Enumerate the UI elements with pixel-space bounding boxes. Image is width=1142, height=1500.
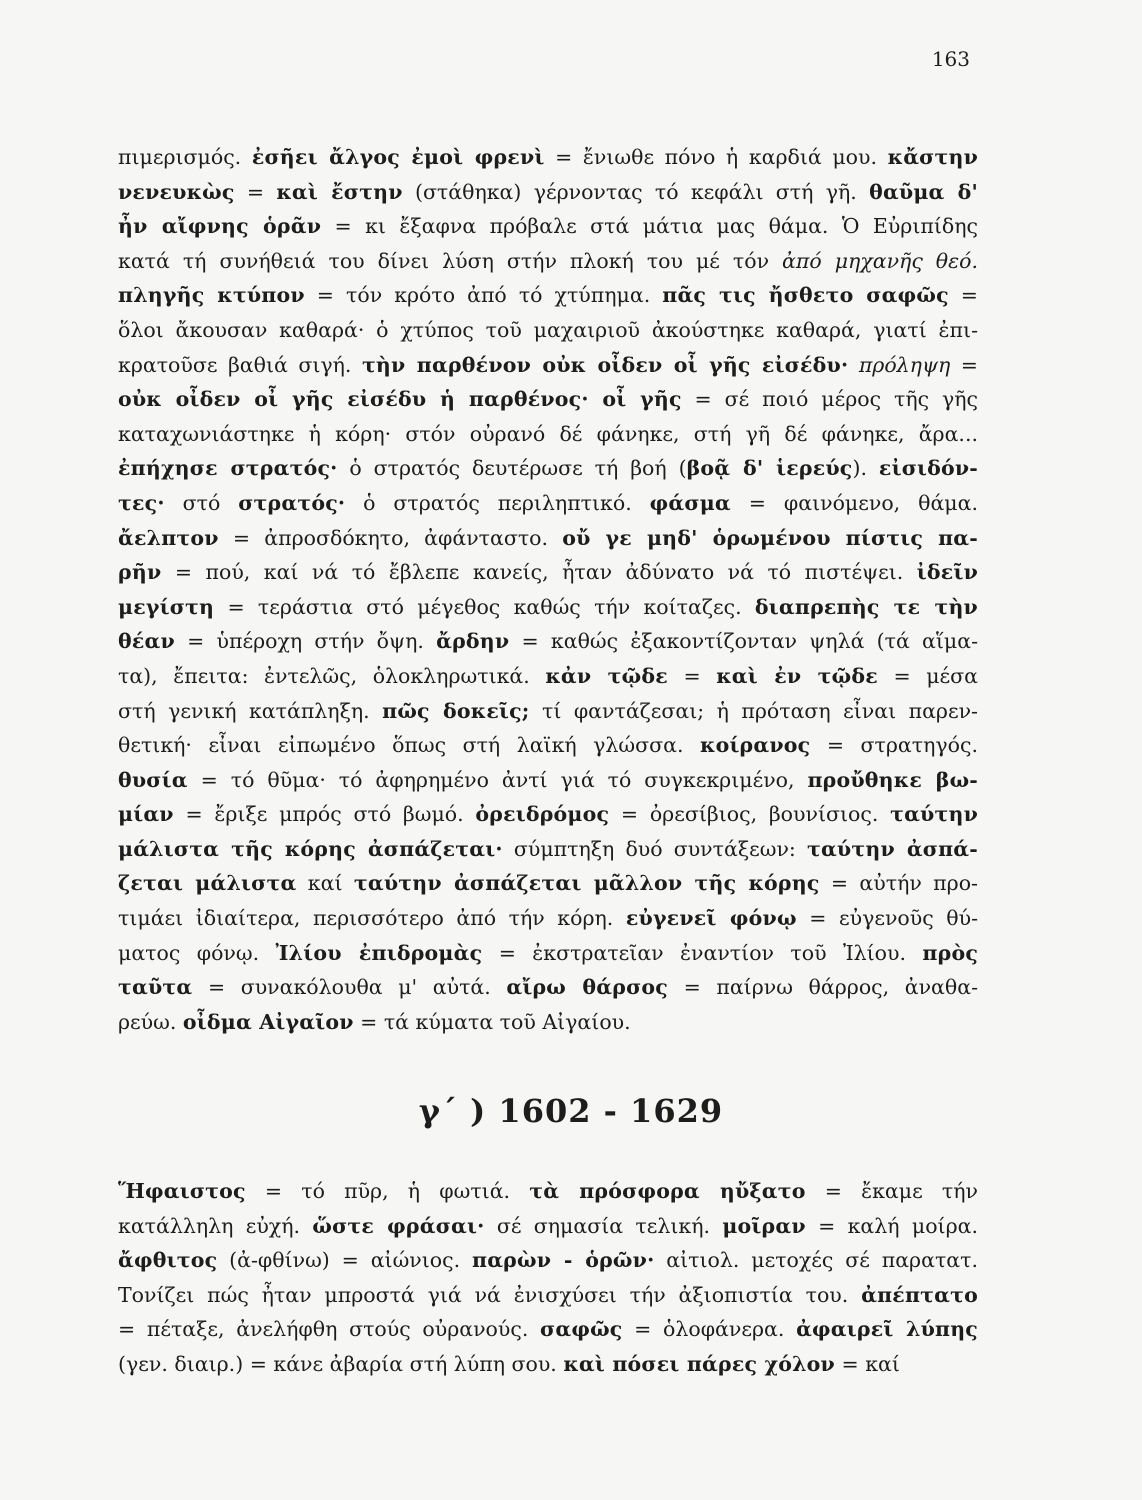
lemma-term: πληγῆς κτύπον <box>118 283 305 308</box>
gloss-text: = παίρνω θάρρος, ἀναθα- <box>668 975 979 1000</box>
gloss-text: = τά κύματα τοῦ Αἰγαίου. <box>353 1009 631 1034</box>
lemma-term: οὐκ οἶδεν οἶ γῆς εἰσέδυ ἡ παρθένος· οἶ γῆς <box>118 387 682 412</box>
lemma-term: ταύτην ἀσπά- <box>806 836 978 861</box>
lemma-term: φάσμα <box>649 490 731 515</box>
gloss-text: αἰτιολ. μετοχές σέ παρατατ. <box>654 1248 978 1273</box>
gloss-text: = συνακόλουθα μ' αὐτά. <box>192 975 507 1000</box>
lemma-term: ἀφαιρεῖ λύπης <box>796 1317 978 1342</box>
text-line <box>118 175 978 210</box>
lemma-term: ἄρδην <box>436 629 510 654</box>
lemma-term: τὴν παρθένον οὐκ οἶδεν οἶ γῆς εἰσέδυ· <box>361 352 849 377</box>
gloss-text: = ὀρεσίβιος, βουνίσιος. <box>609 802 891 827</box>
lemma-term: καὶ πόσει πάρες χόλον <box>563 1351 835 1376</box>
lemma-term: κἄστην <box>887 145 979 169</box>
text-line <box>118 970 978 1005</box>
lemma-term: ταύτην <box>890 802 978 827</box>
gloss-text: = ἔνιωθε πόνο ἡ καρδιά μου. <box>544 145 888 169</box>
lemma-term: ζεται μάλιστα <box>118 871 297 896</box>
text-line <box>118 694 978 729</box>
lemma-term: καὶ ἔστην <box>276 179 403 204</box>
gloss-text: = σέ ποιό μέρος τῆς γῆς <box>681 387 978 412</box>
text-line <box>118 624 978 659</box>
lemma-term: Ἰλίου ἐπιδρομὰς <box>275 940 483 965</box>
text-line <box>118 590 978 625</box>
lemma-term: ταῦτα <box>118 975 193 1000</box>
text-line <box>118 555 978 590</box>
lemma-term: ὥστε φράσαι· <box>312 1213 485 1238</box>
lemma-term: ἐπήχησε στρατός· <box>118 456 338 481</box>
text-line <box>118 1005 978 1040</box>
gloss-text: ματος φόνῳ. <box>118 940 276 965</box>
lemma-term: ὀρειδρόμος <box>475 802 610 827</box>
text-line <box>118 1312 978 1347</box>
text-line <box>118 659 978 694</box>
lemma-term: μίαν <box>118 802 174 827</box>
lemma-term: πᾶς τις ἤσθετο σαφῶς <box>662 283 949 308</box>
gloss-text: τα), ἔπειτα: ἐντελῶς, ὁλοκληρωτικά. <box>118 663 546 688</box>
gloss-text: = τεράστια στό μέγεθος καθώς τήν κοίταζες. <box>214 594 755 619</box>
text-line <box>118 936 978 971</box>
gloss-text: = εὐγενοῦς θύ- <box>796 906 978 931</box>
gloss-text: ὁ στρατός δευτέρωσε τή βοή ( <box>337 456 687 481</box>
lemma-term: μοῖραν <box>722 1213 806 1238</box>
lemma-term: ἦν αἴφνης ὁρᾶν <box>118 214 322 239</box>
commentary-text <box>118 140 978 1039</box>
gloss-text: = καθώς ἐξακοντίζονταν ψηλά (τά αἵμα- <box>509 629 978 654</box>
gloss-text: = αὐτήν προ- <box>819 871 978 896</box>
gloss-text: = ὁλοφάνερα. <box>622 1317 797 1342</box>
gloss-text: = <box>234 179 277 204</box>
text-line <box>118 451 978 486</box>
text-line <box>118 140 978 175</box>
gloss-text: = ἐκστρατεῖαν ἐναντίον τοῦ Ἰλίου. <box>482 940 923 965</box>
gloss-text: κατά τή συνήθειά του δίνει λύση στήν πλοκή του μέ τόν <box>118 248 783 273</box>
gloss-text: Τονίζει πώς ἦταν μπροστά γιά νά ἐνισχύσει τήν ἀξιοπιστία του. <box>118 1282 862 1307</box>
section-heading: γ΄ ) 1602 - 1629 <box>418 1092 724 1130</box>
lemma-term: διαπρεπὴς τε τὴν <box>754 594 978 619</box>
lemma-term: πρὸς <box>922 940 978 965</box>
gloss-text: κατάλληλη εὐχή. <box>118 1213 313 1238</box>
gloss-text <box>848 353 859 377</box>
gloss-text: = μέσα <box>877 663 978 688</box>
lemma-term: νενευκὼς <box>118 179 235 204</box>
page-number: 163 <box>931 47 970 71</box>
lemma-term: ἄφθιτος <box>118 1248 218 1273</box>
gloss-text: = στρατηγός. <box>810 733 978 758</box>
gloss-text: = πέταξε, ἀνελήφθη στούς οὐρανούς. <box>118 1317 541 1342</box>
gloss-text: = ἔκαμε τήν <box>805 1179 978 1203</box>
gloss-text: σύμπτηξη δυό συντάξεων: <box>502 836 807 861</box>
text-line <box>118 1278 978 1313</box>
lemma-term: στρατός· <box>238 490 346 515</box>
gloss-text: κρατοῦσε βαθιά σιγή. <box>118 352 362 377</box>
lemma-term: τὰ πρόσφορα ηὔξατο <box>529 1179 806 1203</box>
text-line <box>118 1209 978 1244</box>
gloss-text: πιμερισμός. <box>118 145 252 169</box>
lemma-term: εὐγενεῖ φόνῳ <box>625 906 797 931</box>
gloss-text: ). <box>852 456 879 481</box>
gloss-text: = καλή μοίρα. <box>805 1213 978 1238</box>
text-line <box>118 244 978 279</box>
text-line <box>118 313 978 348</box>
lemma-term: βοᾷ δ' ἱερεύς <box>686 456 853 481</box>
lemma-term: μάλιστα τῆς κόρης ἀσπάζεται· <box>118 836 503 861</box>
gloss-text: (γεν. διαιρ.) = κάνε ἀβαρία στή λύπη σου. <box>118 1351 564 1376</box>
text-line <box>118 763 978 798</box>
text-line <box>118 521 978 556</box>
gloss-text: = τό θῦμα· τό ἀφηρημένο ἀντί γιά τό συγκεκριμένο, <box>187 767 808 792</box>
lemma-term: καὶ ἐν τῷδε <box>716 663 878 688</box>
lemma-term: θαῦμα δ' <box>869 179 979 204</box>
lemma-term: μεγίστη <box>118 594 215 619</box>
gloss-text: ὁ στρατός περιληπτικό. <box>345 490 650 515</box>
gloss-text: = <box>948 283 978 308</box>
gloss-text: = τόν κρότο ἀπό τό χτύπημα. <box>304 283 663 308</box>
emphasis-text: πρόληψη <box>858 352 951 377</box>
lemma-term: ταύτην ἀσπάζεται μᾶλλον τῆς κόρης <box>353 871 820 896</box>
lemma-term: Ἥφαιστος <box>118 1179 246 1203</box>
gloss-text: = φαινόμενο, θάμα. <box>730 490 978 515</box>
gloss-text: ὅλοι ἄκουσαν καθαρά· ὁ χτύπος τοῦ μαχαιριοῦ ἀκούστηκε καθαρά, γιατί ἐπι- <box>118 317 978 342</box>
gloss-text: = ὑπέροχη στήν ὄψη. <box>174 629 437 654</box>
gloss-text: = <box>950 352 978 377</box>
text-line <box>118 1347 978 1382</box>
lemma-term: ρῆν <box>118 560 162 585</box>
lemma-term: εἰσιδόν- <box>878 456 979 481</box>
lemma-term: ἄελπτον <box>118 525 219 550</box>
text-line <box>118 382 978 417</box>
gloss-text: = πού, καί νά τό ἔβλεπε κανείς, ἦταν ἀδύνατο νά τό πιστέψει. <box>161 560 917 585</box>
lemma-term: θέαν <box>118 629 175 654</box>
lemma-term: προὔθηκε βω- <box>807 767 979 792</box>
text-line <box>118 901 978 936</box>
lemma-term: πῶς δοκεῖς; <box>382 698 530 723</box>
text-line <box>118 728 978 763</box>
gloss-text: τιμάει ἰδιαίτερα, περισσότερο ἀπό τήν κόρη. <box>118 906 626 931</box>
gloss-text: τί φαντάζεσαι; ἡ πρόταση εἶναι παρεν- <box>529 698 978 723</box>
text-line <box>118 866 978 901</box>
lemma-term: παρὼν - ὁρῶν· <box>472 1248 655 1273</box>
gloss-text: (στάθηκα) γέρνοντας τό κεφάλι στή γῆ. <box>402 179 870 204</box>
lemma-term: ἐσῆει ἄλγος ἐμοὶ φρενὶ <box>251 145 545 169</box>
lemma-term: αἴρω θάρσος <box>506 975 668 1000</box>
lemma-term: οἶδμα Αἰγαῖον <box>182 1009 354 1034</box>
gloss-text: = ἀπροσδόκητο, ἀφάνταστο. <box>218 525 563 550</box>
lemma-term: σαφῶς <box>540 1317 623 1342</box>
gloss-text: = ἔριξε μπρός στό βωμό. <box>173 802 476 827</box>
gloss-text: = <box>667 663 717 688</box>
gloss-text: θετική· εἶναι εἰπωμένο ὅπως στή λαϊκή γλώσσα. <box>118 733 700 758</box>
gloss-text: = καί <box>834 1351 900 1376</box>
emphasis-text: ἀπό μηχανῆς θεό. <box>782 248 978 273</box>
text-line <box>118 832 978 867</box>
text-line <box>118 797 978 832</box>
text-line <box>118 209 978 244</box>
text-line <box>118 486 978 521</box>
text-line <box>118 348 978 383</box>
text-line <box>118 278 978 313</box>
lemma-term: ἀπέπτατο <box>861 1282 978 1307</box>
gloss-text: καταχωνιάστηκε ἡ κόρη· στόν οὐρανό δέ φάνηκε, στή γῆ δέ φάνηκε, ἄρα... <box>118 421 978 446</box>
gloss-text: (ἀ-φθίνω) = αἰώνιος. <box>217 1248 472 1273</box>
gloss-text: ρεύω. <box>118 1009 183 1034</box>
text-line <box>118 1174 978 1209</box>
text-line <box>118 1243 978 1278</box>
gloss-text: στό <box>164 490 239 515</box>
gloss-text: = κι ἔξαφνα πρόβαλε στά μάτια μας θάμα. Ὁ Εὐριπίδης <box>321 214 978 239</box>
lemma-term: ἰδεῖν <box>916 560 978 585</box>
lemma-term: θυσία <box>118 767 188 792</box>
section-text <box>118 1174 978 1382</box>
gloss-text: = τό πῦρ, ἡ φωτιά. <box>245 1179 530 1203</box>
lemma-term: τες· <box>118 490 165 515</box>
lemma-term: κἀν τῷδε <box>545 663 668 688</box>
gloss-text: σέ σημασία τελική. <box>484 1213 723 1238</box>
lemma-term: οὔ γε μηδ' ὁρωμένου πίστις πα- <box>562 525 978 550</box>
gloss-text: καί <box>296 871 354 896</box>
lemma-term: κοίρανος <box>700 733 811 758</box>
gloss-text: στή γενική κατάπληξη. <box>118 698 383 723</box>
text-line <box>118 417 978 452</box>
